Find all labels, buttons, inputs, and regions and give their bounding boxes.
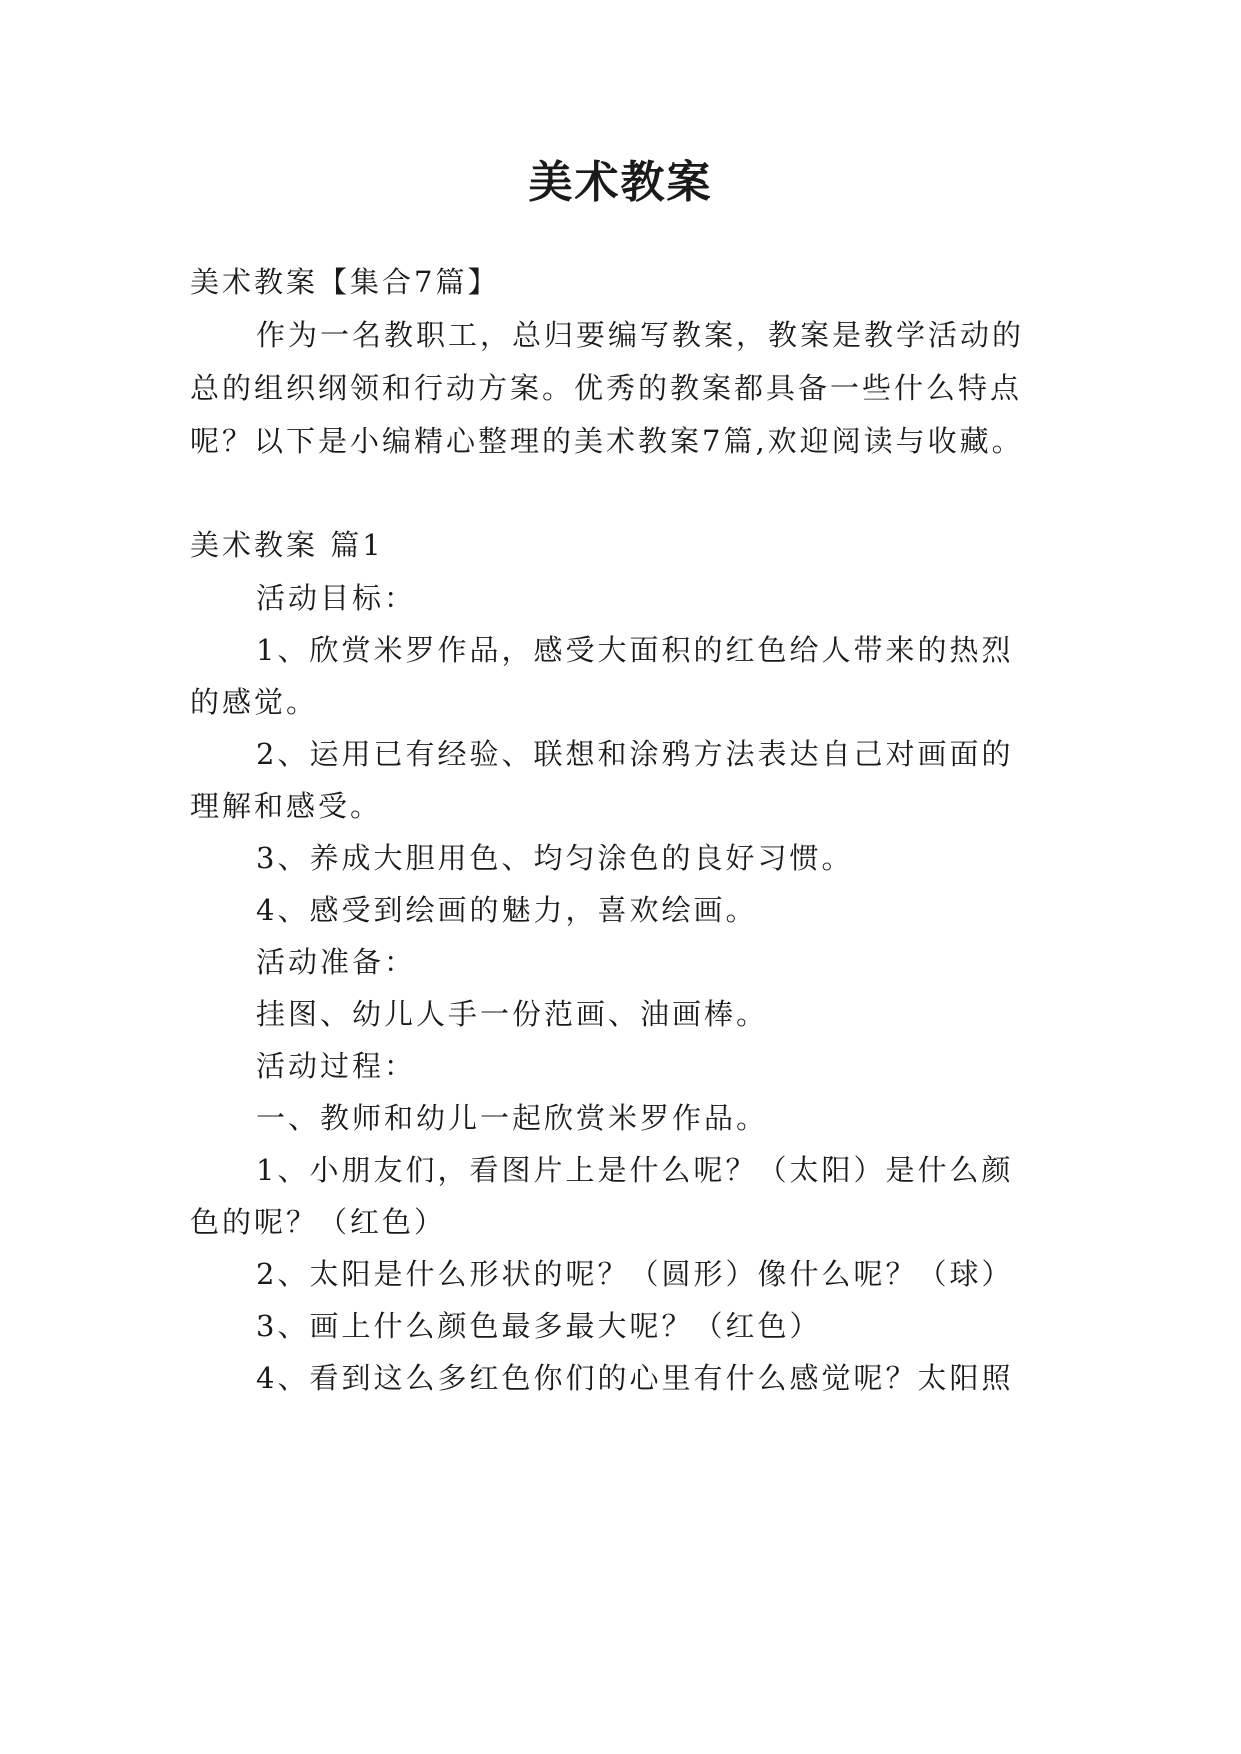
body-line: 的感觉。 [190,685,319,719]
body-line: 2、运用已有经验、联想和涂鸦方法表达自己对画面的 [256,737,1014,771]
body-line: 3、养成大胆用色、均匀涂色的良好习惯。 [256,841,854,875]
section-heading: 美术教案 篇1 [190,528,384,562]
body-line: 2、太阳是什么形状的呢？（圆形）像什么呢？（球） [256,1257,1014,1291]
body-line: 活动准备： [256,945,417,979]
page-title: 美术教案 [528,157,713,208]
intro-line: 总的组织纲领和行动方案。优秀的教案都具备一些什么特点 [190,371,1023,405]
body-line: 4、看到这么多红色你们的心里有什么感觉呢？太阳照 [256,1361,1014,1395]
body-line: 1、小朋友们，看图片上是什么呢？（太阳）是什么颜 [256,1153,1014,1187]
body-line: 挂图、幼儿人手一份范画、油画棒。 [256,997,769,1031]
body-line: 活动过程： [256,1049,417,1083]
body-line: 色的呢？（红色） [190,1205,447,1239]
body-line: 4、感受到绘画的魅力，喜欢绘画。 [256,893,758,927]
body-line: 一、教师和幼儿一起欣赏米罗作品。 [256,1101,769,1135]
body-line: 活动目标： [256,581,417,615]
body-line: 3、画上什么颜色最多最大呢？（红色） [256,1309,822,1343]
body-line: 1、欣赏米罗作品，感受大面积的红色给人带来的热烈 [256,633,1014,667]
body-line: 理解和感受。 [190,789,383,823]
intro-line: 作为一名教职工，总归要编写教案，教案是教学活动的 [256,318,1025,352]
intro-line: 呢？以下是小编精心整理的美术教案7篇,欢迎阅读与收藏。 [190,424,1024,458]
document-subtitle: 美术教案【集合7篇】 [190,265,500,299]
